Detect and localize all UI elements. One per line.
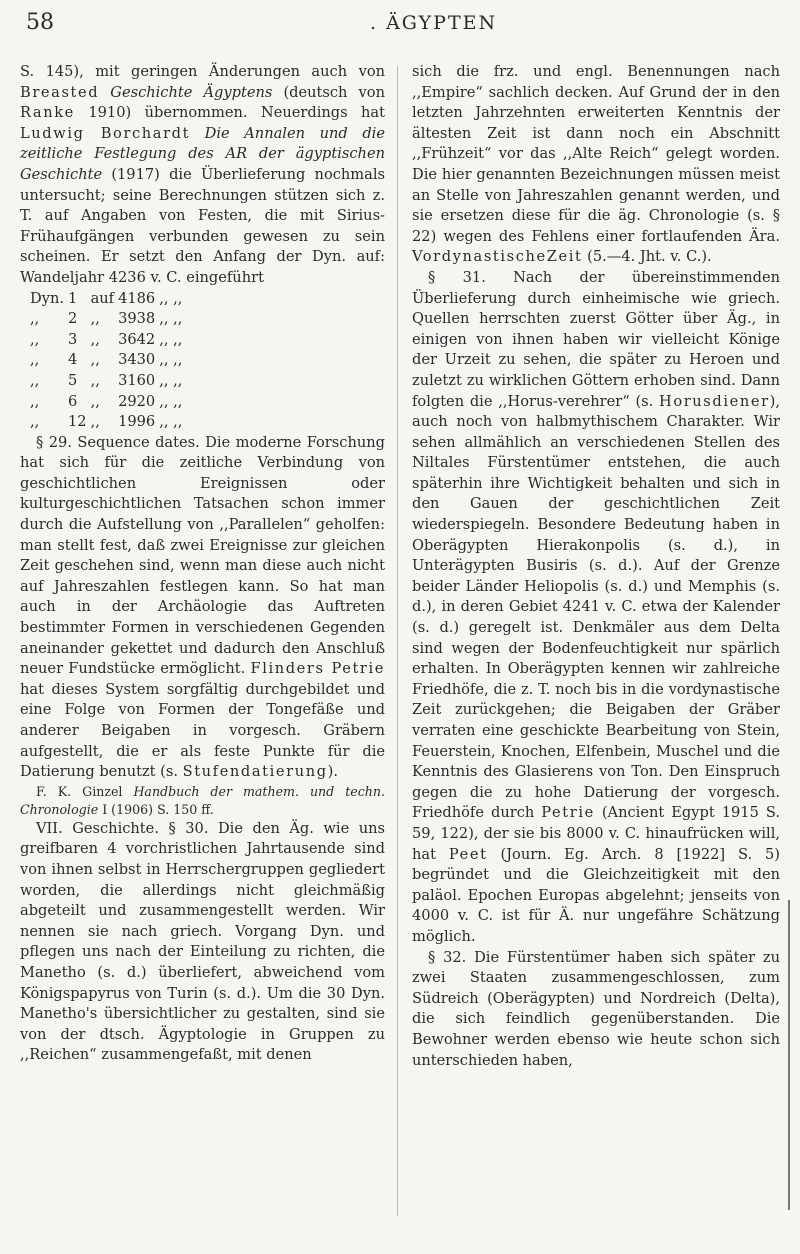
paragraph-breasted: S. 145), mit geringen Änderungen auch von Breasted Geschichte Ägyptens (deutsch von Ranke 1910) übernommen. Neuerdings hat Ludwig Borchardt Die Annalen und die zeitliche Festlegung des AR der ägyptischen Geschichte (1917) die Überlieferung nochmals untersucht; seine Berechnungen stützen sich z. T. auf Angaben von Festen, die mit Sirius-Frühaufgängen verbunden gewesen zu sein scheinen. Er setzt den Anfang der Dyn. auf: Wandeljahr 4236 v. C. eingeführt — [20, 63, 385, 286]
dynasty-cell: ,, — [90, 310, 100, 328]
dynasty-cell: 3938 — [118, 310, 156, 328]
paragraph-section-30: VII. Geschichte. § 30. Die den Äg. wie uns greifbaren 4 vorchristlichen Jahrtausende sind von ihnen selbst in Herrschergruppen gegliedert worden, die allerdings nicht gleichmäßig abgeteilt und zusammengestellt werden. Wir nennen sie nach griech. Vorgang Dyn. und pflegen uns nach der Einteilung zu richten, die Manetho (s. d.) überliefert, abweichend vom Königspapyrus von Turin (s. d.). Um die 30 Dyn. Manetho's übersichtlicher zu gestalten, sind sie von der dtsch. Ägyptologie in Gruppen zu ,,Reichen“ zusammengefaßt, mit denen — [20, 819, 385, 1064]
dynasty-cell: ,, — [30, 310, 40, 328]
bibliography-reference: F. K. Ginzel Handbuch der mathem. und techn. Chronologie I (1906) S. 150 ff. — [20, 783, 385, 817]
paragraph-section-29: § 29. Sequence dates. Die moderne Forschung hat sich für die zeitliche Verbindung von geschichtlichen Ereignissen oder kulturgeschichtlichen Tatsachen schon immer durch die Aufstellung von ,,Parallelen“ geholfen: man stellt fest, daß zwei Ereignisse zur gleichen Zeit geschehen sind, wenn man diese auch nicht auf Jahreszahlen festlegen kann. So hat man auch in der Archäologie das Auftreten bestimmter Formen in verschiedenen Gegenden aneinander gekettet und dadurch den Anschluß neuer Fundstücke ermöglicht. Flinders Petrie hat dieses System sorgfältig durchgebildet und eine Folge von Formen der Tongefäße und anderer Beigaben in vorgesch. Gräbern aufgestellt, die er als feste Punkte für die Datierung benutzt (s. Stufendatierung). — [20, 433, 385, 781]
paragraph-section-31: § 31. Nach der übereinstimmenden Überlieferung durch einheimische wie griech. Quellen herrschten zuerst Götter über Äg., in einigen von ihnen haben wir vielleicht Könige der Urzeit zu sehen, die später zu Heroen und zuletzt zu wirklichen Göttern erhoben sind. Dann folgten die ,,Horus-verehrer“ (s. Horusdiener), auch noch von halbmythischem Charakter. Wir sehen allmählich an verschiedenen Stellen des Niltales Fürstentümer entstehen, die auch späterhin ihre Wichtigkeit behalten und sich in den Gauen der geschichtlichen Zeit wiederspiegeln. Besondere Bedeutung haben in Oberägypten Hierakonpolis (s. d.), in Unterägypten Busiris (s. d.). Auf der Grenze beider Länder Heliopolis (s. d.) und Memphis (s. d.), in deren Gebiet 4241 v. C. etwa der Kalender (s. d.) geregelt ist. Denkmäler aus dem Delta sind wegen der Bodenfeuchtigkeit nur spärlich erhalten. In Oberägypten kennen wir zahlreiche Friedhöfe, die z. T. noch bis in die vordynastische Zeit zurückgehen; die Beigaben der Gräber verraten eine geschickte Bearbeitung von Stein, Feuerstein, Knochen, Elfenbein, Muschel und die Kenntnis des Glasierens von Ton. Den Einspruch gegen die zu hohe Datierung der vorgesch. Friedhöfe durch Petrie (Ancient Egypt 1915 S. 59, 122), der sie bis 8000 v. C. hinaufrücken will, hat Peet (Journ. Eg. Arch. 8 [1922] S. 5) begründet und die Gleichzeitigkeit mit den paläol. Epochen Europas abgelehnt; jenseits von 4000 v. C. ist für Ä. nur ungefähre Schätzung möglich. — [412, 268, 781, 945]
dynasty-cell: ,, — [90, 392, 100, 410]
dynasty-cell: 3 — [67, 330, 78, 348]
column-divider — [397, 66, 398, 1216]
dynasty-cell: Dyn. — [30, 289, 64, 307]
dynasty-cell: ,, — [90, 413, 100, 431]
dynasty-row — [30, 330, 186, 351]
dynasty-row — [30, 289, 186, 310]
dynasty-row — [30, 392, 186, 413]
author-name: Ranke — [20, 104, 75, 122]
paragraph-section-32: § 32. Die Fürstentümer haben sich später zu zwei Staaten zusammengeschlossen, zum Südreich (Oberägypten) und Nordreich (Delta), die sich feindlich gegenüberstanden. Die Bewohner werden ebenso wie heute schon sich unterschieden haben, — [412, 948, 780, 1069]
dynasty-cell: 1996 — [118, 413, 156, 431]
page-header — [0, 0, 800, 60]
author-name: Flinders Petrie — [250, 660, 385, 678]
dynasty-cell: ,, ,, — [159, 310, 183, 328]
dynasty-row — [30, 412, 186, 433]
dynasty-cell: 4 — [67, 351, 78, 369]
dynasty-row — [30, 309, 186, 330]
dynasty-cell: 3160 — [118, 371, 156, 389]
book-title: Geschichte Ägyptens — [110, 83, 273, 101]
dynasty-cell: ,, — [30, 413, 40, 431]
dynasty-cell: ,, — [30, 371, 40, 389]
dynasty-cell: ,, ,, — [159, 289, 183, 307]
dynasty-cell: 6 — [67, 392, 78, 410]
right-column — [412, 62, 780, 1071]
page-number: 58 — [26, 10, 54, 35]
dynasty-cell: ,, — [90, 351, 100, 369]
dynasty-table — [30, 289, 186, 433]
dynasty-cell: ,, ,, — [159, 413, 183, 431]
dynasty-cell: 5 — [67, 371, 78, 389]
dynasty-cell: 3642 — [118, 330, 156, 348]
cross-reference: VordynastischeZeit — [412, 248, 583, 266]
author-name: Ludwig Borchardt — [20, 124, 191, 142]
dynasty-cell: ,, ,, — [159, 371, 183, 389]
dynasty-cell: ,, — [90, 330, 100, 348]
cross-reference: Horusdiener — [659, 392, 770, 410]
dynasty-cell: ,, ,, — [159, 392, 183, 410]
dynasty-cell: 2920 — [118, 392, 156, 410]
dynasty-cell: 1 — [67, 289, 78, 307]
dynasty-cell: auf — [90, 289, 115, 307]
running-head: . ÄGYPTEN — [370, 12, 498, 34]
book-title: Die Annalen und die zeitliche Festlegung des AR der ägyptischen Geschichte — [20, 124, 385, 183]
page-edge-mark — [788, 900, 790, 1210]
dynasty-cell: 12 — [67, 413, 87, 431]
dynasty-row — [30, 350, 186, 371]
dynasty-cell: 3430 — [118, 351, 156, 369]
dynasty-cell: ,, ,, — [159, 351, 183, 369]
author-name: Breasted — [20, 83, 100, 101]
dynasty-cell: ,, — [30, 330, 40, 348]
author-name: Petrie — [541, 804, 595, 822]
dynasty-cell: ,, — [30, 351, 40, 369]
paragraph-reiche: sich die frz. und engl. Benennungen nach ,,Empire“ sachlich decken. Auf Grund der in den letzten Jahrzehnten erweiterten Kenntnis der ältesten Zeit ist dann noch ein Abschnitt ,,Frühzeit“ vor das ,,Alte Reich“ gelegt worden. Die hier genannten Bezeichnungen müssen meist an Stelle von Jahreszahlen genannt werden, und sie ersetzen diese für die äg. Chronologie (s. § 22) wegen des Fehlens einer fortlaufenden Ära. VordynastischeZeit (5.—4. Jht. v. C.). — [412, 63, 780, 266]
dynasty-cell: ,, — [30, 392, 40, 410]
dynasty-cell: 4186 — [118, 289, 156, 307]
left-column — [20, 62, 385, 1066]
dynasty-cell: 2 — [67, 310, 78, 328]
author-name: Peet — [448, 845, 488, 863]
dynasty-cell: ,, — [90, 371, 100, 389]
cross-reference: Stufendatierung — [182, 763, 328, 781]
dynasty-row — [30, 371, 186, 392]
dynasty-cell: ,, ,, — [159, 330, 183, 348]
